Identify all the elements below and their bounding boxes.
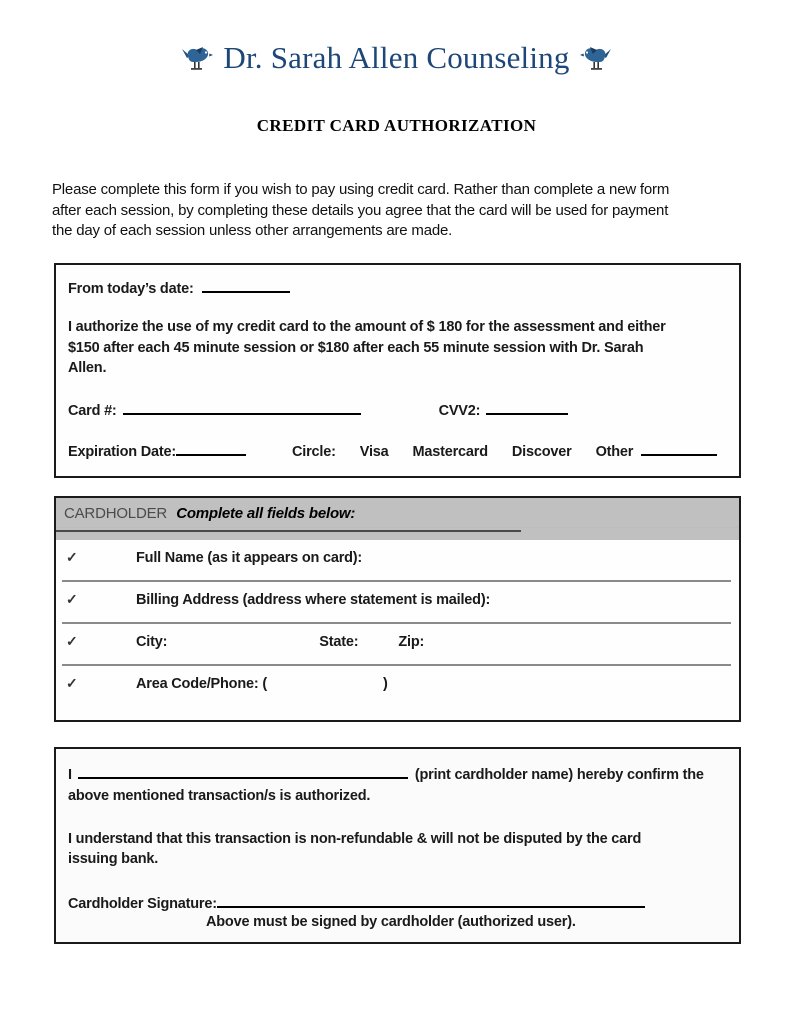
signature-label: Cardholder Signature: — [68, 895, 217, 912]
signature-field[interactable] — [217, 894, 645, 908]
billing-address-row — [56, 582, 739, 622]
phone-close-paren: ) — [382, 675, 388, 692]
city-label: City: — [136, 633, 168, 650]
state-label: State: — [319, 633, 359, 650]
card-type-other-field[interactable] — [641, 442, 717, 456]
page-title: CREDIT CARD AUTHORIZATION — [256, 116, 537, 135]
card-type-mastercard[interactable]: Mastercard — [412, 443, 488, 460]
confirmation-section — [54, 747, 741, 944]
phone-label: Area Code/Phone: ( — [136, 675, 267, 692]
header-underline — [56, 530, 521, 532]
expiration-date-field[interactable] — [176, 442, 246, 456]
todays-date-field[interactable] — [202, 279, 290, 293]
cardholder-section — [54, 496, 741, 722]
confirmation-statement — [68, 765, 727, 807]
cardholder-header-bottom — [56, 528, 739, 540]
check-icon: ✓ — [66, 674, 78, 691]
cvv2-label: CVV2: — [438, 402, 481, 419]
card-number-label: Card #: — [68, 402, 117, 419]
cardholder-header-label: CARDHOLDER — [64, 504, 168, 522]
cardholder-section-header — [56, 498, 739, 528]
check-icon: ✓ — [66, 632, 78, 649]
circle-label: Circle: — [292, 443, 336, 460]
confirm-prefix: I — [68, 766, 72, 783]
brand-header — [52, 40, 741, 76]
zip-label: Zip: — [398, 633, 425, 650]
cardholder-header-instruction: Complete all fields below: — [176, 504, 356, 522]
nonrefundable-statement: I understand that this transaction is non-refundable & will not be disputed by the card issuing bank. — [68, 830, 642, 868]
bird-logo-icon — [580, 43, 614, 73]
bird-logo-icon — [179, 43, 213, 73]
brand-name: Dr. Sarah Allen Counseling — [223, 40, 570, 75]
print-name-field[interactable] — [78, 765, 408, 779]
card-type-discover[interactable]: Discover — [511, 443, 572, 460]
signature-note: Above must be signed by cardholder (authorized user). — [206, 913, 576, 930]
full-name-row — [56, 540, 739, 580]
card-type-visa[interactable]: Visa — [359, 443, 389, 460]
intro-paragraph: Please complete this form if you wish to pay using credit card. Rather than complete a new form after each session, by completing these details you agree that the card will be used for payment the day of each session unless other arrangements are made. — [52, 181, 670, 240]
phone-row — [56, 666, 739, 706]
billing-address-label: Billing Address (address where statement is mailed): — [136, 591, 491, 608]
check-icon: ✓ — [66, 590, 78, 607]
full-name-label: Full Name (as it appears on card): — [136, 549, 363, 566]
check-icon: ✓ — [66, 548, 78, 565]
card-details-section — [54, 263, 741, 478]
todays-date-label: From today’s date: — [68, 281, 194, 298]
city-state-zip-row — [56, 624, 739, 664]
expiration-date-label: Expiration Date: — [68, 443, 176, 460]
card-type-other[interactable]: Other — [595, 443, 634, 460]
confirm-suffix: (print cardholder name) hereby confirm the above mentioned transaction/s is authorized. — [68, 766, 704, 804]
card-number-field[interactable] — [123, 401, 361, 415]
authorization-text: I authorize the use of my credit card to the amount of $ 180 for the assessment and either $150 after each 45 minute session or $180 after each 55 minute session with Dr. Sarah Allen. — [68, 319, 666, 377]
cvv2-field[interactable] — [486, 401, 568, 415]
